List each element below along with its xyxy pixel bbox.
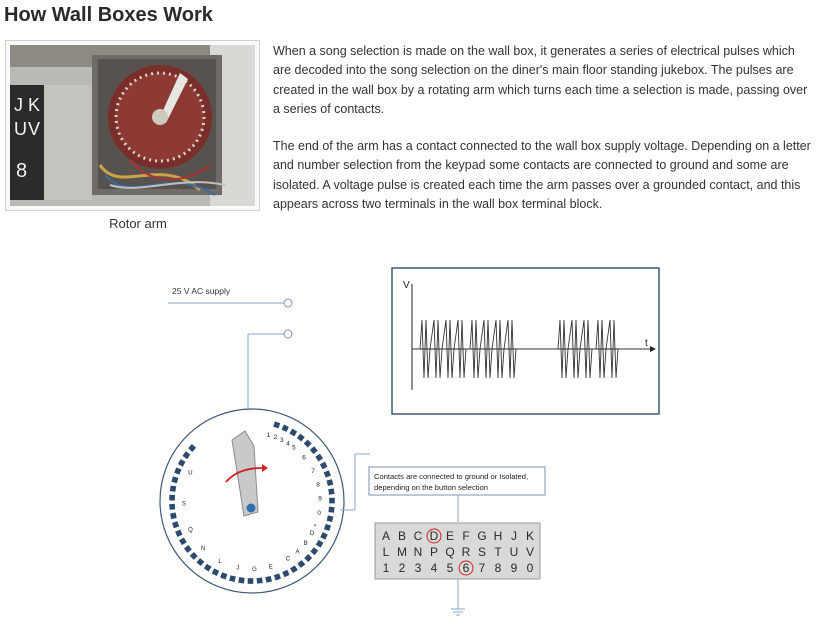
dial-contact (257, 578, 263, 584)
dial-contact (265, 576, 272, 583)
dial-contact (328, 507, 334, 513)
dial-contact (238, 577, 244, 583)
dial-letter-label: L (218, 559, 222, 565)
dial-contact (170, 513, 177, 520)
wall-box-diagram (0, 250, 816, 630)
keypad-key: 5 (446, 561, 454, 575)
keypad-key: R (461, 545, 471, 559)
contacts-note-line1: Contacts are connected to ground or Isolated, (374, 472, 529, 481)
keypad-key: L (382, 545, 390, 559)
keypad-key: S (477, 545, 487, 559)
panel-number-8: 8 (16, 160, 28, 182)
paragraph-2: The end of the arm has a contact connected to the wall box supply voltage. Depending on a letter and number selection from the keypad some contacts are connected to ground and some are isolated. A voltage pulse is created each time the arm passes over a grounded contact, and this appears across two terminals in the wall box terminal block. (273, 139, 811, 211)
contacts-note-line2: depending on the button selection (374, 483, 488, 492)
dial-contact (170, 486, 176, 492)
paragraph-1: When a song selection is made on the wall box, it generates a series of electrical pulses which are decoded into the song selection on the diner's main floor standing jukebox. The pulses are created in the wall box by a rotating arm which turns each time a selection is made, passing over a series of contacts. (273, 44, 808, 116)
keypad-key: F (462, 529, 470, 543)
keypad-key: 9 (510, 561, 518, 575)
dial-contact (169, 504, 175, 510)
keypad-key: C (413, 529, 423, 543)
dial-letter-label: S (181, 501, 187, 508)
keypad-key: E (445, 529, 455, 543)
keypad-key: U (509, 545, 519, 559)
dial-contact (329, 498, 335, 504)
dial-letter-label: D (309, 530, 315, 537)
rotor-contact (247, 504, 256, 513)
waveform-graph (392, 268, 659, 414)
keypad-key: 0 (526, 561, 534, 575)
keypad-key: K (525, 529, 535, 543)
keypad-key: Q (445, 545, 455, 559)
dial-number-label: 8 (316, 481, 320, 489)
dial-letter-label: Q (188, 527, 193, 534)
keypad-key: 1 (382, 561, 390, 575)
rotor-arm-photo (5, 40, 260, 211)
keypad-key: M (397, 545, 407, 559)
keypad-key: V (525, 545, 535, 559)
keypad-key: D (429, 529, 439, 543)
dial-contact (169, 495, 175, 501)
keypad-key: 6 (462, 561, 470, 575)
dial-number-label: 3 (279, 436, 284, 444)
dial-letter-label: U (188, 470, 193, 477)
dial-contact (328, 488, 334, 494)
dial-letter-label: A (295, 549, 300, 556)
keypad-key: T (494, 545, 502, 559)
dial-letter-label: G (252, 567, 257, 573)
panel-letter-k: K (28, 95, 41, 115)
keypad-key: A (381, 529, 391, 543)
dial-number-label: 1 (266, 432, 271, 439)
ground-symbol (451, 609, 465, 615)
dial-number-label: 5 (292, 444, 296, 452)
dial-letter-label: J (236, 565, 240, 572)
dial-number-label: 6 (302, 454, 306, 462)
panel-letter-u: U (14, 119, 27, 139)
dial-letter-label: E (268, 564, 273, 571)
keypad-key: 3 (414, 561, 422, 575)
keypad-key: 2 (398, 561, 406, 575)
dial-number-label: 7 (311, 468, 315, 476)
panel-letter-j: J (14, 95, 23, 115)
photo-caption: Rotor arm (109, 216, 167, 231)
supply-terminal-top (284, 299, 292, 307)
supply-terminal-bottom (284, 330, 292, 338)
dial-number-label: 0 (317, 509, 321, 517)
dial-number-label: 4 (286, 440, 290, 448)
dial-number-label: * (313, 523, 317, 531)
keypad-key: 4 (430, 561, 438, 575)
dial-letter-label: B (303, 540, 308, 547)
dial-contact (248, 578, 254, 584)
keypad-key: N (413, 545, 423, 559)
keypad-key: H (493, 529, 503, 543)
keypad-key: P (429, 545, 439, 559)
dial-number-label: 9 (318, 495, 322, 503)
panel-letter-v: V (28, 119, 41, 139)
keypad-key: B (397, 529, 407, 543)
supply-label: 25 V AC supply (172, 286, 231, 296)
dial-number-label: 2 (273, 434, 278, 442)
dial-letter-label: N (200, 546, 206, 553)
page-title: How Wall Boxes Work (4, 4, 213, 26)
keypad-key: J (511, 529, 517, 543)
graph-x-label: t (645, 338, 648, 349)
keypad-key: G (477, 529, 487, 543)
dial-letter-label: C (285, 556, 291, 563)
keypad-key: 8 (494, 561, 502, 575)
graph-y-label: V (403, 280, 410, 291)
keypad-key: 7 (478, 561, 486, 575)
